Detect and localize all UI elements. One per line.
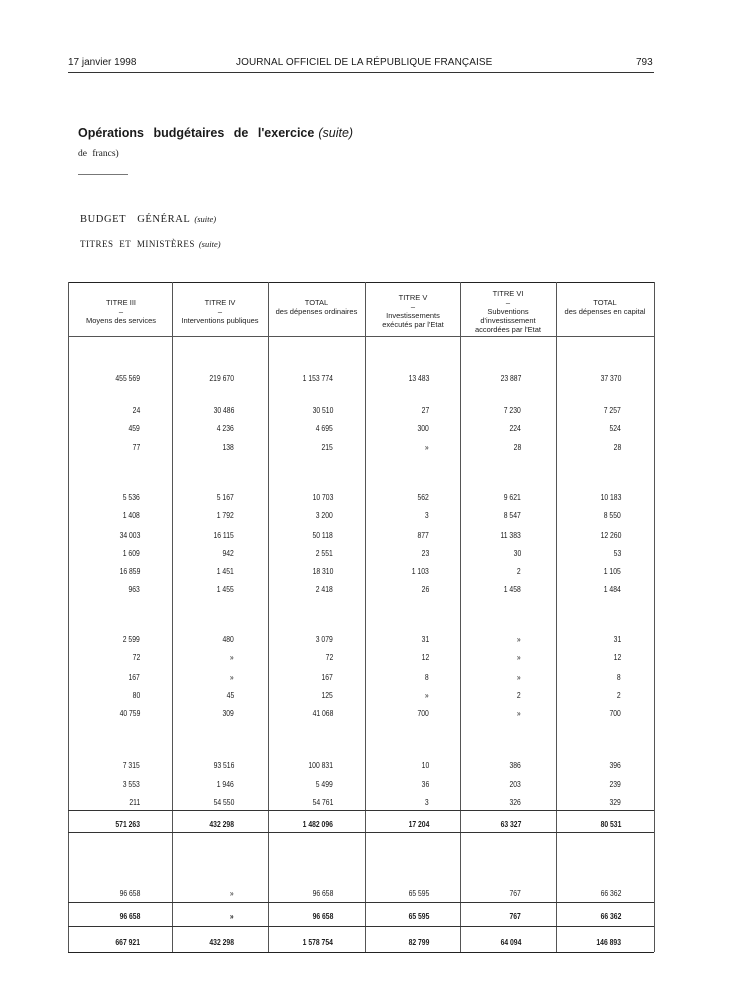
table-cell: 77 [132, 442, 140, 452]
table-cell: » [230, 672, 234, 682]
table-cell: 2 599 [122, 634, 140, 644]
table-cell: 37 370 [600, 373, 621, 383]
table-cell: 877 [417, 530, 429, 540]
table-cell: 300 [417, 423, 429, 433]
column-header-subtitle: Interventions publiques [181, 316, 259, 325]
table-cell: 12 260 [600, 530, 621, 540]
table-cell: 82 799 [408, 937, 429, 947]
table-cell: 64 094 [500, 937, 521, 947]
table-cell: 480 [222, 634, 234, 644]
table-cell: 12 [421, 652, 429, 662]
column-header-title: TOTAL [304, 298, 329, 307]
table-cell: 7 315 [122, 760, 140, 770]
table-cell: 767 [509, 911, 521, 921]
table-cell: 1 408 [122, 510, 140, 520]
table-cell: 17 204 [408, 819, 429, 829]
table-cell: 432 298 [209, 937, 234, 947]
table-cell: 45 [226, 690, 234, 700]
table-cell: 963 [128, 584, 140, 594]
table-cell: 30 510 [312, 405, 333, 415]
table-cell: 2 [517, 690, 521, 700]
table-cell: 80 [132, 690, 140, 700]
table-cell: 5 167 [216, 492, 234, 502]
table-cell: 167 [321, 672, 333, 682]
table-cell: 65 595 [408, 911, 429, 921]
page-title-text: Opérations budgétaires de l'exercice [78, 126, 315, 140]
subsection-heading [80, 239, 221, 249]
column-divider [172, 282, 173, 952]
table-cell: 562 [417, 492, 429, 502]
column-header-titre-iii [72, 298, 170, 325]
table-cell: 2 [517, 566, 521, 576]
table-cell: » [230, 911, 234, 921]
table-cell: 432 298 [209, 819, 234, 829]
column-header-titre-v [375, 293, 451, 329]
table-cell: 1 482 096 [302, 819, 333, 829]
table-cell: 100 831 [308, 760, 333, 770]
table-cell: 50 118 [312, 530, 333, 540]
table-cell: 34 003 [119, 530, 140, 540]
table-cell: 1 792 [216, 510, 234, 520]
table-cell: 1 946 [216, 779, 234, 789]
table-cell: 455 569 [115, 373, 140, 383]
column-header-dash: – [118, 307, 124, 316]
header-journal-title: JOURNAL OFFICIEL DE LA RÉPUBLIQUE FRANÇAISE [236, 57, 493, 68]
table-cell: 13 483 [408, 373, 429, 383]
table-cell: 146 893 [596, 937, 621, 947]
table-cell: 2 418 [315, 584, 333, 594]
table-cell: 1 105 [603, 566, 621, 576]
table-cell: 1 153 774 [302, 373, 333, 383]
table-cell: 31 [613, 634, 621, 644]
table-cell: 10 183 [600, 492, 621, 502]
table-cell: 326 [509, 797, 521, 807]
table-top-rule [68, 282, 654, 283]
table-cell: 12 [613, 652, 621, 662]
table-cell: 72 [132, 652, 140, 662]
table-cell: » [230, 652, 234, 662]
column-header-total-ordinaires [268, 298, 365, 316]
header-date: 17 janvier 1998 [68, 57, 137, 68]
subtotal-rule [68, 810, 654, 811]
table-cell: 1 458 [503, 584, 521, 594]
table-cell: 31 [421, 634, 429, 644]
table-cell: 1 103 [411, 566, 429, 576]
column-divider [365, 282, 366, 952]
table-cell: 28 [513, 442, 521, 452]
table-cell: 24 [132, 405, 140, 415]
table-cell: 459 [128, 423, 140, 433]
table-cell: 11 383 [500, 530, 521, 540]
column-header-title: TITRE VI [492, 289, 524, 298]
table-cell: » [230, 888, 234, 898]
table-cell: 8 [617, 672, 621, 682]
table-cell: 215 [321, 442, 333, 452]
subtotal-rule [68, 902, 654, 903]
table-cell: » [425, 690, 429, 700]
table-cell: 10 703 [312, 492, 333, 502]
table-left-border [68, 282, 69, 952]
header-rule [68, 72, 654, 73]
table-cell: 41 068 [312, 708, 333, 718]
table-cell: 700 [609, 708, 621, 718]
column-header-titre-iv [172, 298, 268, 325]
table-cell: 96 658 [312, 888, 333, 898]
table-cell: 2 [617, 690, 621, 700]
table-cell: 96 658 [119, 911, 140, 921]
table-cell: 219 670 [209, 373, 234, 383]
table-cell: 66 362 [600, 888, 621, 898]
table-cell: » [517, 652, 521, 662]
section-heading-text: BUDGET GÉNÉRAL [80, 214, 191, 225]
table-cell: 138 [222, 442, 234, 452]
table-cell: 23 887 [500, 373, 521, 383]
table-cell: » [517, 708, 521, 718]
table-cell: 7 230 [503, 405, 521, 415]
table-cell: 18 310 [312, 566, 333, 576]
table-cell: » [517, 672, 521, 682]
table-cell: » [425, 442, 429, 452]
table-cell: 28 [613, 442, 621, 452]
table-cell: 1 578 754 [302, 937, 333, 947]
table-cell: 386 [509, 760, 521, 770]
table-cell: 36 [421, 779, 429, 789]
table-cell: 4 695 [315, 423, 333, 433]
column-divider [268, 282, 269, 952]
table-cell: 8 550 [603, 510, 621, 520]
table-cell: 63 327 [500, 819, 521, 829]
table-cell: 1 484 [603, 584, 621, 594]
table-cell: 3 553 [122, 779, 140, 789]
header-page-number: 793 [636, 57, 653, 68]
table-cell: 5 499 [315, 779, 333, 789]
column-header-subtitle: Investissements exécutés par l'Etat [382, 311, 444, 329]
column-header-subtitle: des dépenses ordinaires [275, 307, 358, 316]
table-cell: 9 621 [503, 492, 521, 502]
table-cell: 1 455 [216, 584, 234, 594]
table-cell: 40 759 [119, 708, 140, 718]
table-cell: 3 200 [315, 510, 333, 520]
column-header-dash: – [505, 298, 511, 307]
table-cell: 942 [222, 548, 234, 558]
table-cell: 524 [609, 423, 621, 433]
table-cell: 5 536 [122, 492, 140, 502]
table-cell: 10 [421, 760, 429, 770]
unit-note: de francs) [78, 149, 119, 159]
table-cell: 700 [417, 708, 429, 718]
table-cell: 203 [509, 779, 521, 789]
table-cell: » [517, 634, 521, 644]
column-header-dash: – [217, 307, 223, 316]
table-cell: 66 362 [600, 911, 621, 921]
table-cell: 93 516 [213, 760, 234, 770]
column-header-total-capital [556, 298, 654, 316]
table-cell: 167 [128, 672, 140, 682]
total-rule [68, 926, 654, 927]
unit-rule [78, 174, 128, 175]
table-cell: 30 [513, 548, 521, 558]
table-cell: 7 257 [603, 405, 621, 415]
column-header-titre-vi [464, 289, 552, 334]
subsection-heading-text: TITRES ET MINISTÈRES [80, 239, 195, 249]
table-cell: 80 531 [600, 819, 621, 829]
column-header-subtitle: des dépenses en capital [564, 307, 646, 316]
table-cell: 329 [609, 797, 621, 807]
column-header-dash: – [410, 302, 416, 311]
subtotal-rule [68, 832, 654, 833]
table-cell: 8 [425, 672, 429, 682]
table-header-rule [68, 336, 654, 337]
table-cell: 16 115 [213, 530, 234, 540]
table-cell: 96 658 [119, 888, 140, 898]
column-header-subtitle: Moyens des services [85, 316, 157, 325]
table-bottom-rule [68, 952, 654, 953]
table-cell: 224 [509, 423, 521, 433]
column-header-subtitle: Subventions d'investissement accordées par l'Etat [474, 307, 542, 334]
table-cell: 65 595 [408, 888, 429, 898]
table-cell: 767 [509, 888, 521, 898]
table-cell: 27 [421, 405, 429, 415]
table-cell: 396 [609, 760, 621, 770]
table-cell: 96 658 [312, 911, 333, 921]
table-cell: 23 [421, 548, 429, 558]
table-cell: 30 486 [213, 405, 234, 415]
table-cell: 1 451 [216, 566, 234, 576]
column-header-title: TOTAL [593, 298, 617, 307]
column-divider [556, 282, 557, 952]
page-title [78, 126, 353, 140]
column-header-title: TITRE IV [204, 298, 236, 307]
column-header-title: TITRE III [106, 298, 136, 307]
table-cell: 571 263 [115, 819, 140, 829]
column-header-title: TITRE V [398, 293, 428, 302]
table-cell: 2 551 [315, 548, 333, 558]
table-cell: 53 [613, 548, 621, 558]
table-cell: 4 236 [216, 423, 234, 433]
table-cell: 72 [325, 652, 333, 662]
table-cell: 26 [421, 584, 429, 594]
table-cell: 667 921 [115, 937, 140, 947]
table-cell: 1 609 [122, 548, 140, 558]
section-heading [80, 214, 216, 225]
table-right-border [654, 282, 655, 952]
table-cell: 239 [609, 779, 621, 789]
table-cell: 3 079 [315, 634, 333, 644]
table-cell: 125 [321, 690, 333, 700]
table-cell: 16 859 [119, 566, 140, 576]
table-cell: 3 [425, 510, 429, 520]
table-cell: 211 [129, 797, 140, 807]
table-cell: 3 [425, 797, 429, 807]
column-divider [460, 282, 461, 952]
section-heading-suffix: (suite) [194, 214, 217, 224]
table-cell: 8 547 [503, 510, 521, 520]
page-title-suffix: (suite) [318, 126, 354, 140]
table-cell: 54 761 [312, 797, 333, 807]
subsection-heading-suffix: (suite) [198, 239, 221, 249]
table-cell: 309 [222, 708, 234, 718]
table-cell: 54 550 [213, 797, 234, 807]
